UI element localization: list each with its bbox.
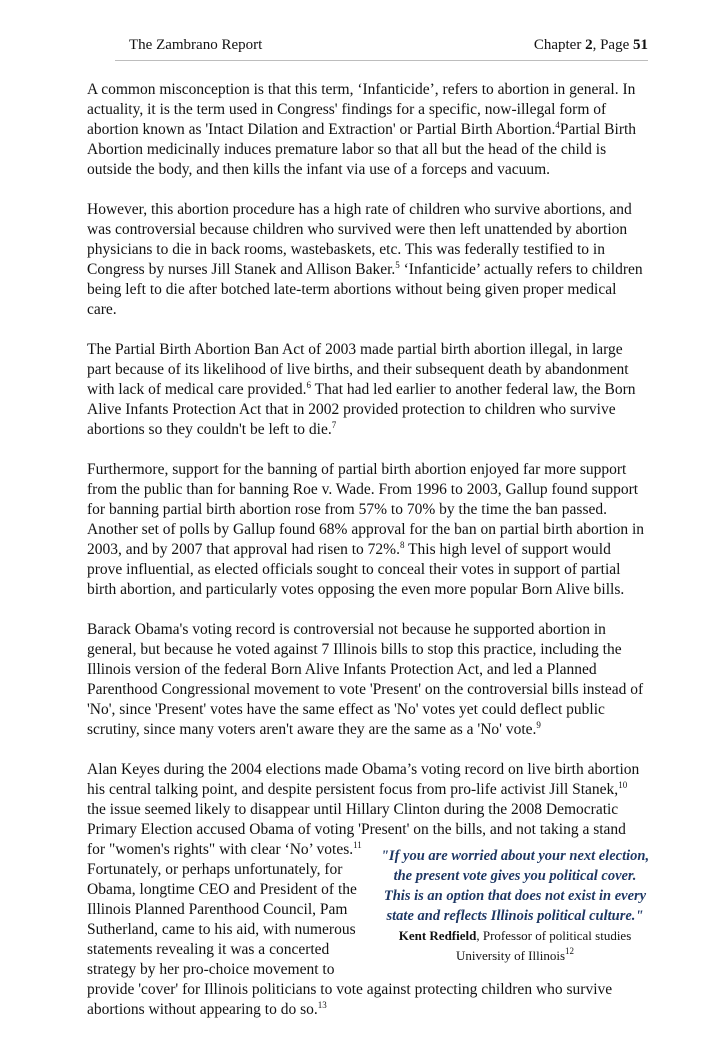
footnote-ref: 12 xyxy=(565,946,575,956)
pull-quote-text: "If you are worried about your next election, the present vote gives you political cover. This is an option that does not exist in every state and reflects Illinois political culture." xyxy=(380,848,650,924)
quote-institution: University of Illinois xyxy=(455,948,566,963)
page-header xyxy=(115,37,648,61)
page-label: , Page xyxy=(592,37,633,53)
chapter-number: 2 xyxy=(585,37,593,53)
paragraph-2: However, this abortion procedure has a high rate of children who survive abortions, and was controversial because children who survived were then left unattended by abortion physicians to die in back rooms, wastebaskets, etc. This was federally testified to in Congress by nurses Jill Stanek and Allison Baker.$^5$ ‘Infanticide’ actually refers to children being left to die after botched late-term abortions without being given proper medical care. xyxy=(87,201,643,318)
paragraph-3: The Partial Birth Abortion Ban Act of 2003 made partial birth abortion illegal, in large part because of its likelihood of live births, and their subsequent death by abandonment with lack of medical care provided.$^6$ That had led earlier to another federal law, the Born Alive Infants Protection Act that in 2002 provided protection to children who survive abortions so they couldn't be left to die.$^7$ xyxy=(87,341,636,438)
footnote-ref: 5 xyxy=(395,260,400,270)
pull-quote xyxy=(369,846,661,966)
chapter-page-label xyxy=(534,37,648,54)
chapter-label: Chapter xyxy=(533,37,586,53)
report-title: The Zambrano Report xyxy=(129,37,263,53)
paragraph-1: A common misconception is that this term, ‘Infanticide’, refers to abortion in general. In actuality, it is the term used in Congress' findings for a specific, now-illegal form of abortion known as 'Intact Dilation and Extraction' or Partial Birth Abortion.$^4$Partial Birth Abortion medicinally induces premature labor so that all but the head of the child is outside the body, and then kills the infant via use of a forceps and vacuum. xyxy=(87,81,637,178)
footnote-ref: 13 xyxy=(317,1000,327,1010)
quote-author: Kent Redfield xyxy=(398,928,477,943)
footnote-ref: 8 xyxy=(399,540,405,550)
page-number: 51 xyxy=(633,37,648,53)
footnote-ref: 7 xyxy=(331,420,337,430)
paragraph-6: Alan Keyes during the 2004 elections made Obama’s voting record on live birth abortion his central talking point, and despite persistent focus from pro-life activist Jill Stanek,$^{10}$ the issue seemed likely to disappear until Hillary Clinton during the 2008 Democratic Primary Election accused Obama of voting 'Present' on the bills, and not taking a stand for "women's rights" with clear ‘No’ votes. "If you are worried about your next election, the present vote gives you political cover. This is an option that does not exist in every state and reflects Illinois political culture." Kent Redfield, Professor of political studies University of Illinois$^{12}$ $^{11}$ Fortunately, or perhaps unfortunately, for Obama, longtime CEO and President of the Illinois Planned Parenthood Council, Pam Sutherland, came to his aid, with numerous statements revealing it was a concerted strategy by her pro-choice movement to provide 'cover' for Illinois politicians to vote against protecting children who survive abortions without appearing to do so.$^{13}$ xyxy=(87,760,647,1020)
footnote-ref: 9 xyxy=(536,720,541,730)
footnote-ref: 11 xyxy=(353,840,362,850)
footnote-ref: 6 xyxy=(306,380,311,390)
paragraph-5: Barack Obama's voting record is controversial not because he supported abortion in general, but because he voted against 7 Illinois bills to stop this practice, including the Illinois version of the federal Born Alive Infants Protection Act, and led a Planned Parenthood Congressional movement to vote 'Present' on the controversial bills instead of 'No', since 'Present' votes have the same effect as 'No' votes yet could deflect public scrutiny, since many voters aren't aware they are the same as a 'No' vote.$^9$ xyxy=(87,621,644,738)
paragraph-4: Furthermore, support for the banning of partial birth abortion enjoyed far more support from the public than for banning Roe v. Wade. From 1996 to 2003, Gallup found support for banning partial birth abortion rose from 57% to 70% by the time the ban passed. Another set of polls by Gallup found 68% approval for the ban on partial birth abortion in 2003, and by 2007 that approval had risen to 72%.$^8$ This high level of support would prove influential, as elected officials sought to conceal their votes in support of partial birth abortion, and particularly votes opposing the even more popular Born Alive bills. xyxy=(87,461,645,598)
footnote-ref: 4 xyxy=(555,120,560,130)
footnote-ref: 10 xyxy=(618,780,628,790)
pull-quote-attribution: Kent Redfield, Professor of political studies University of Illinois$^{12}$ xyxy=(398,928,632,963)
document-body xyxy=(87,80,650,1040)
